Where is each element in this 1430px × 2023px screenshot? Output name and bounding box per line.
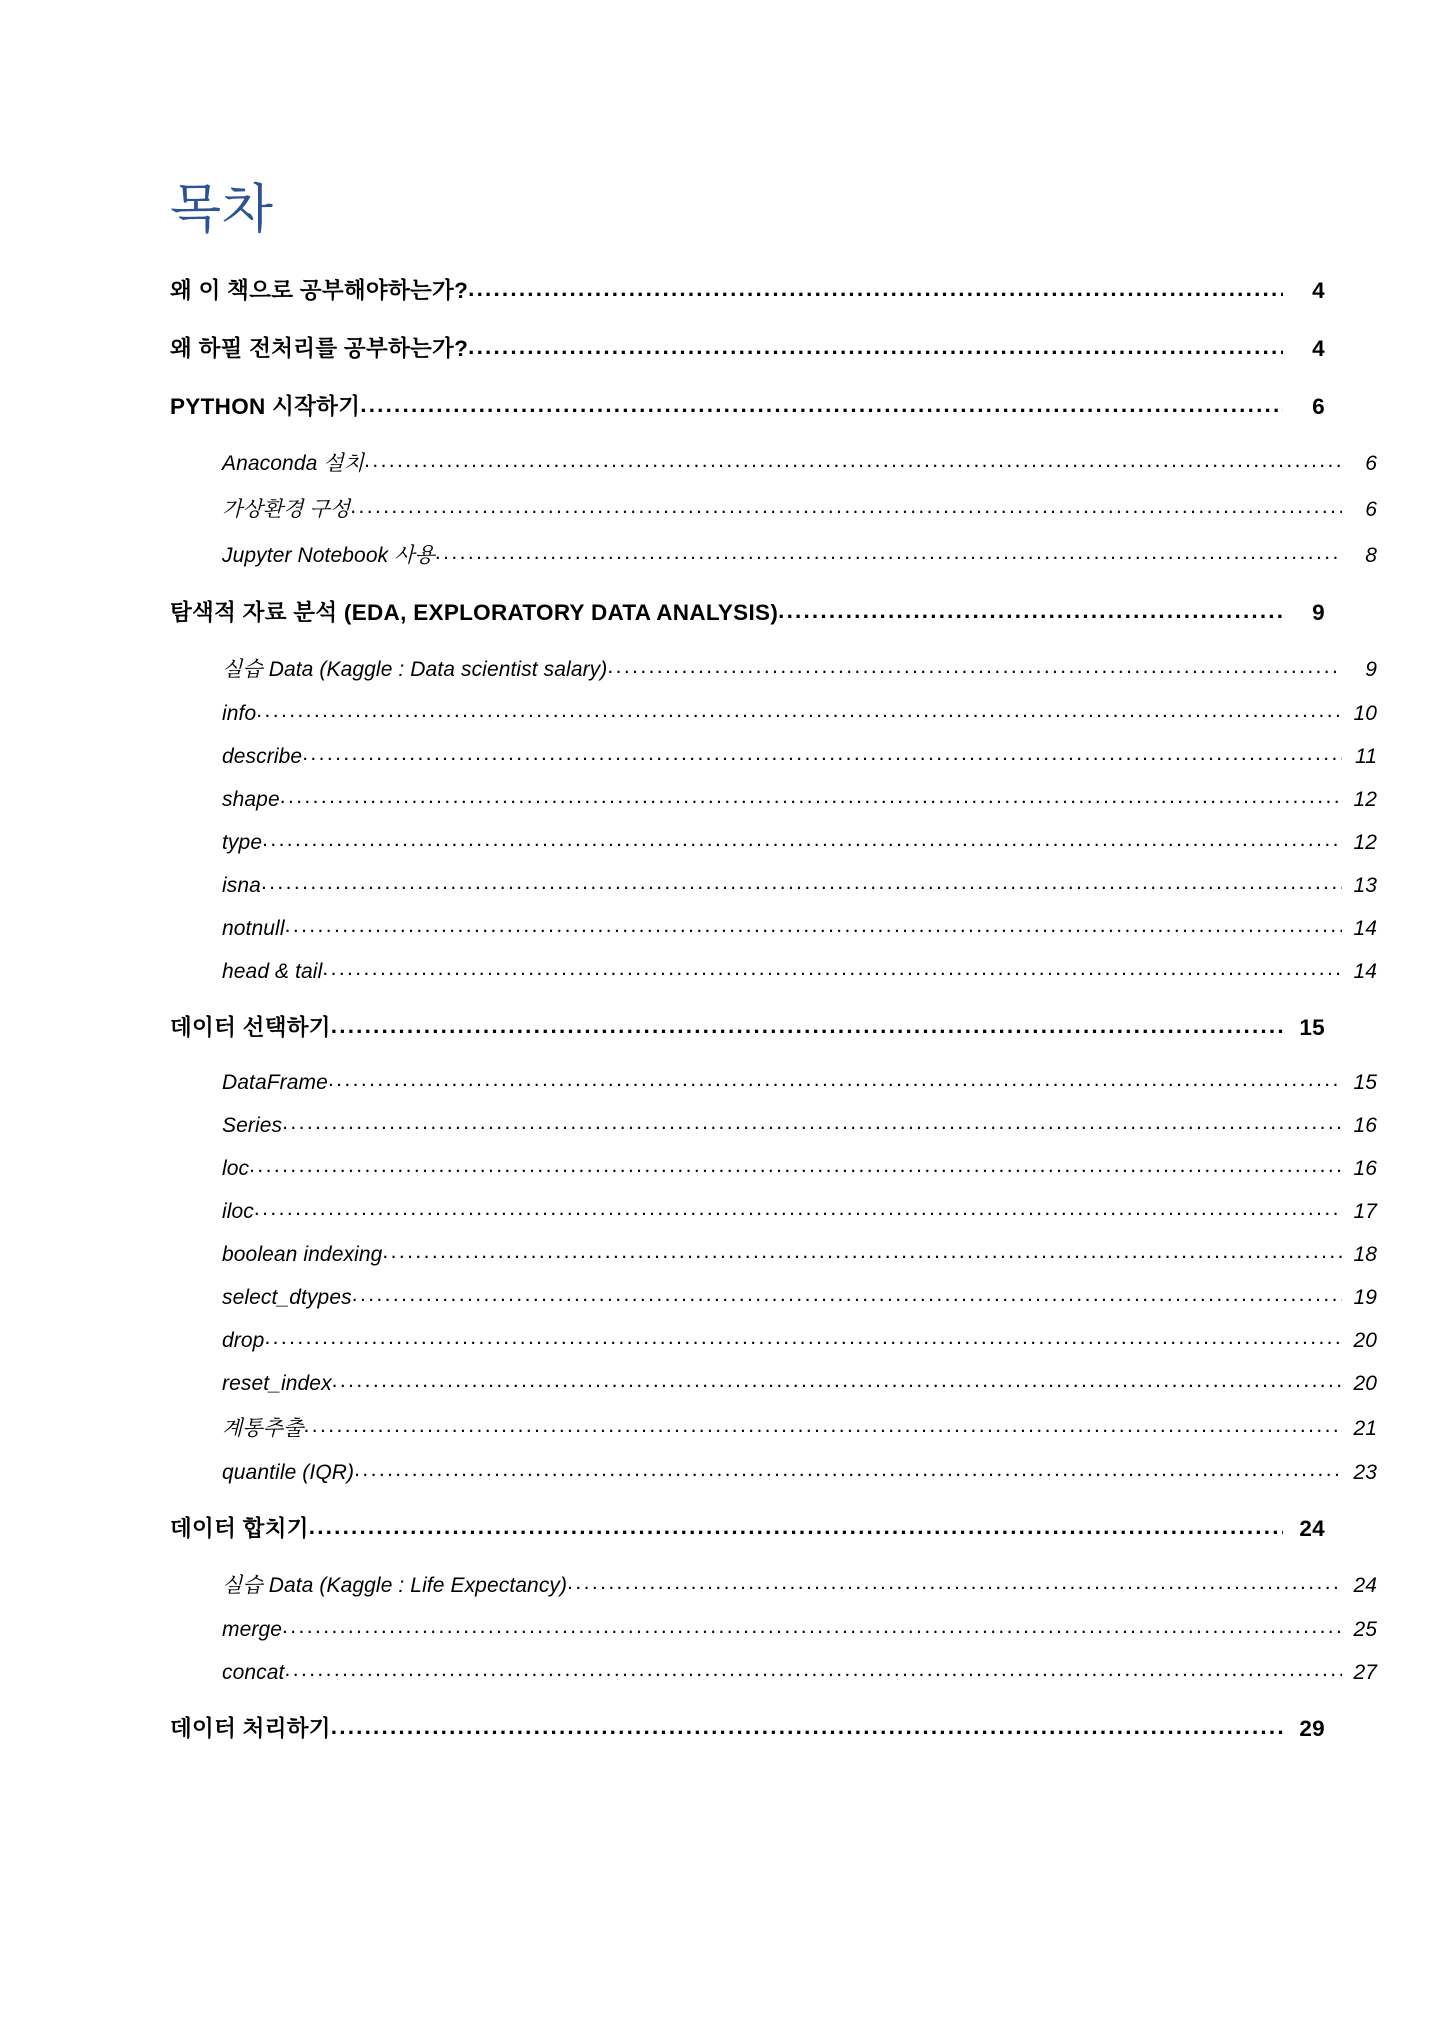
toc-page-number: 4 [1312,336,1325,362]
toc-page-number: 20 [1353,1329,1377,1353]
dot-leader [309,1514,1283,1537]
toc-page-number: 29 [1299,1716,1325,1742]
toc-entry-level2[interactable] [170,1197,1377,1224]
toc-entry-label: 데이터 처리하기 [170,1716,331,1742]
toc-entry-label: 데이터 합치기 [170,1516,309,1542]
toc-entry-list [170,273,1377,1743]
toc-entry-level1[interactable] [170,389,1325,421]
toc-page-number: 19 [1353,1286,1377,1310]
page-title: 목차 [170,180,274,239]
dot-leader [282,1111,1342,1132]
toc-entry-level2[interactable] [170,742,1377,769]
toc-page-number: 13 [1353,874,1377,898]
toc-entry-label: notnull [222,917,285,941]
dot-leader [778,598,1283,621]
toc-page-number: 25 [1353,1618,1377,1642]
toc-page-number: 23 [1353,1461,1377,1485]
toc-page-number: 20 [1353,1372,1377,1396]
dot-leader [261,871,1342,892]
toc-page-number: 15 [1299,1015,1325,1041]
toc-page-number: 24 [1299,1516,1325,1542]
dot-leader [607,655,1342,676]
dot-leader [468,334,1283,357]
dot-leader [256,699,1342,720]
dot-leader [364,449,1342,470]
toc-entry-label: 가상환경 구성 [222,498,351,522]
toc-entry-level2[interactable] [170,1154,1377,1181]
toc-entry-level2[interactable] [170,1326,1377,1353]
toc-page-number: 10 [1353,702,1377,726]
toc-entry-label: type [222,831,263,855]
dot-leader [331,1013,1283,1036]
toc-page-number: 27 [1353,1661,1377,1685]
table-of-contents [170,180,1377,1769]
toc-page-number: 8 [1365,544,1377,568]
toc-page-number: 4 [1312,278,1325,304]
toc-entry-level2[interactable] [170,785,1377,812]
toc-entry-label: boolean indexing [222,1243,383,1267]
toc-entry-level2[interactable] [170,1111,1377,1138]
toc-entry-level1[interactable] [170,331,1325,363]
toc-entry-level2[interactable] [170,1412,1377,1442]
dot-leader [254,1197,1342,1218]
toc-entry-label: Jupyter Notebook 사용 [222,544,435,568]
toc-page-number: 16 [1353,1157,1377,1181]
toc-entry-label: iloc [222,1200,254,1224]
toc-page-number: 16 [1353,1114,1377,1138]
toc-entry-label: 왜 이 책으로 공부해야하는가? [170,278,469,304]
toc-page-number: 18 [1353,1243,1377,1267]
dot-leader [331,1714,1283,1737]
toc-entry-label: info [222,702,257,726]
toc-page-number: 14 [1353,917,1377,941]
toc-entry-level2[interactable] [170,493,1377,523]
toc-entry-level1[interactable] [170,595,1325,627]
toc-entry-level2[interactable] [170,957,1377,984]
toc-entry-label: loc [222,1157,250,1181]
toc-page-number: 24 [1353,1574,1377,1598]
dot-leader [567,1571,1342,1592]
toc-entry-label: 데이터 선택하기 [170,1015,331,1041]
toc-entry-level1[interactable] [170,1511,1325,1543]
toc-entry-level2[interactable] [170,1615,1377,1642]
toc-entry-label: reset_index [222,1372,332,1396]
toc-entry-level2[interactable] [170,699,1377,726]
dot-leader [435,541,1342,562]
toc-entry-level2[interactable] [170,1369,1377,1396]
dot-leader [354,1458,1342,1479]
toc-entry-level2[interactable] [170,1240,1377,1267]
toc-entry-level2[interactable] [170,871,1377,898]
toc-entry-label: isna [222,874,261,898]
toc-entry-label: head & tail [222,960,323,984]
toc-entry-label: 왜 하필 전처리를 공부하는가? [170,336,469,362]
toc-page-number: 6 [1365,498,1377,522]
dot-leader [350,495,1342,516]
toc-entry-level2[interactable] [170,1283,1377,1310]
toc-entry-label: drop [222,1329,265,1353]
toc-entry-level2[interactable] [170,828,1377,855]
toc-entry-label: select_dtypes [222,1286,352,1310]
toc-entry-label: describe [222,745,303,769]
toc-entry-level2[interactable] [170,1569,1377,1599]
toc-entry-level2[interactable] [170,1458,1377,1485]
dot-leader [304,1414,1342,1435]
toc-page-number: 14 [1353,960,1377,984]
toc-page-number: 12 [1353,831,1377,855]
toc-entry-label: 실습 Data (Kaggle : Data scientist salary) [222,658,608,682]
dot-leader [284,1658,1342,1679]
toc-entry-level2[interactable] [170,914,1377,941]
toc-entry-label: 탐색적 자료 분석 (EDA, EXPLORATORY DATA ANALYSIS) [170,600,779,626]
dot-leader [262,828,1342,849]
dot-leader [352,1283,1342,1304]
dot-leader [282,1615,1342,1636]
dot-leader [382,1240,1342,1261]
dot-leader [280,785,1342,806]
toc-entry-level1[interactable] [170,273,1325,305]
toc-page-number: 11 [1355,745,1377,769]
toc-page-number: 6 [1312,394,1325,420]
toc-entry-level1[interactable] [170,1711,1325,1743]
toc-page-number: 17 [1353,1200,1377,1224]
toc-entry-level2[interactable] [170,1658,1377,1685]
toc-page-number: 15 [1353,1071,1377,1095]
dot-leader [328,1068,1342,1089]
toc-entry-level2[interactable] [170,539,1377,569]
dot-leader [360,392,1283,415]
toc-entry-level2[interactable] [170,1068,1377,1095]
dot-leader [302,742,1342,763]
toc-page-number: 6 [1365,452,1377,476]
toc-entry-label: 계통추출 [222,1417,304,1441]
toc-entry-label: PYTHON 시작하기 [170,394,361,420]
dot-leader [249,1154,1342,1175]
toc-entry-label: DataFrame [222,1071,328,1095]
toc-page-number: 9 [1365,658,1377,682]
dot-leader [332,1369,1342,1390]
toc-page-number: 9 [1312,600,1325,626]
dot-leader [322,957,1342,978]
toc-entry-label: 실습 Data (Kaggle : Life Expectancy) [222,1574,568,1598]
toc-entry-label: Anaconda 설치 [222,452,365,476]
dot-leader [285,914,1342,935]
dot-leader [264,1326,1342,1347]
toc-entry-label: shape [222,788,280,812]
toc-page-number: 12 [1353,788,1377,812]
dot-leader [468,276,1283,299]
toc-entry-level2[interactable] [170,653,1377,683]
toc-entry-level2[interactable] [170,447,1377,477]
toc-entry-label: quantile (IQR) [222,1461,355,1485]
toc-entry-level1[interactable] [170,1010,1325,1042]
toc-page-number: 21 [1353,1417,1377,1441]
toc-entry-label: merge [222,1618,283,1642]
toc-entry-label: concat [222,1661,285,1685]
toc-entry-label: Series [222,1114,283,1138]
